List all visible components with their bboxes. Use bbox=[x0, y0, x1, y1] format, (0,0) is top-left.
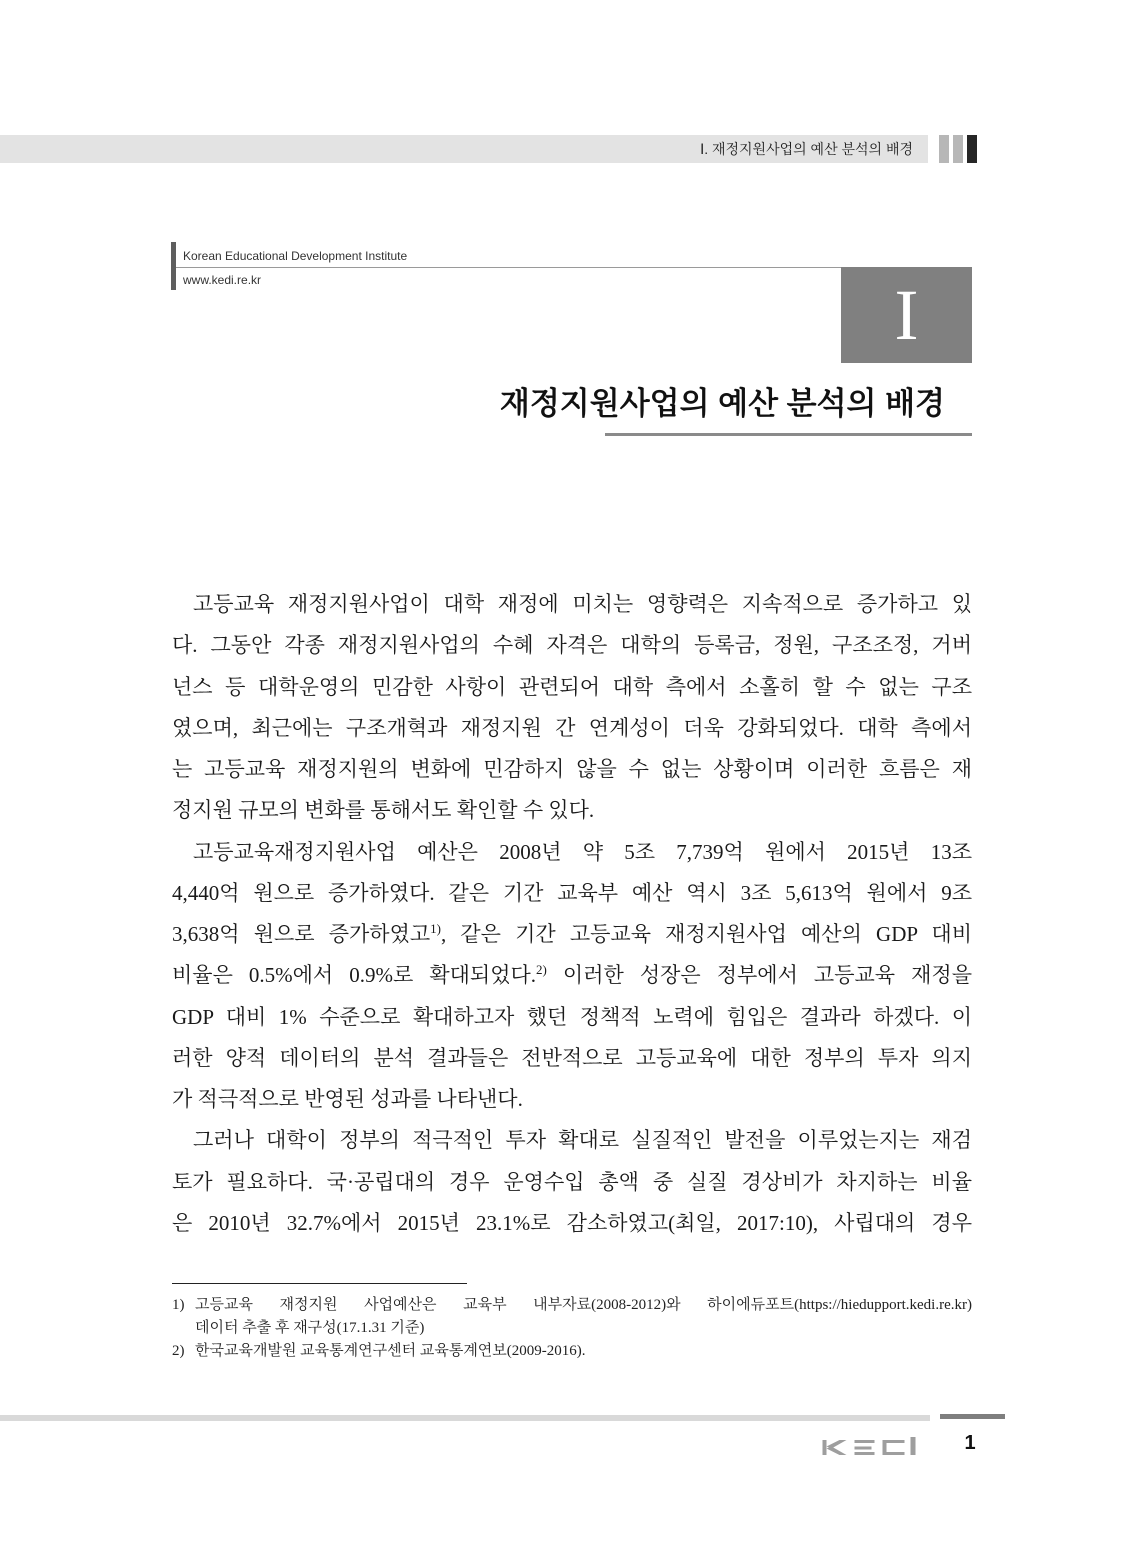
institute-rule bbox=[176, 267, 841, 268]
chapter-numeral: I bbox=[894, 275, 919, 355]
text-line: 고등교육 재정지원사업이 대학 재정에 미치는 영향력은 지속적으로 증가하고 있 bbox=[193, 592, 972, 616]
kedi-logo bbox=[820, 1437, 925, 1457]
footer-rule bbox=[0, 1415, 930, 1421]
footnote-marker: 2) bbox=[172, 1343, 185, 1359]
logo-letter-e bbox=[855, 1440, 875, 1455]
chapter-title-underline bbox=[605, 433, 972, 436]
header-accent-block bbox=[953, 135, 963, 163]
text-line: 4,440억 원으로 증가하였다. 같은 기간 교육부 예산 역시 3조 5,613억 원에서 9조 bbox=[172, 880, 972, 905]
text-line: 그러나 대학이 정부의 적극적인 투자 확대로 실질적인 발전을 이루었는지는 재검 bbox=[193, 1128, 972, 1153]
logo-letter-i bbox=[911, 1437, 916, 1455]
text-line: 은 2010년 32.7%에서 2015년 23.1%로 감소하였고(최일, 2017:10), 사립대의 경우 bbox=[172, 1210, 972, 1235]
footnote-line: 데이터 추출 후 재구성(17.1.31 기준) bbox=[195, 1320, 425, 1336]
header-accent-block bbox=[939, 135, 949, 163]
page-number: 1 bbox=[964, 1432, 976, 1454]
text-line: 러한 양적 데이터의 분석 결과들은 전반적으로 고등교육에 대한 정부의 투자 의지 bbox=[172, 1045, 972, 1070]
text-line: 토가 필요하다. 국·공립대의 경우 운영수입 총액 중 실질 경상비가 차지하는 비율 bbox=[172, 1169, 972, 1194]
institute-name: Korean Educational Development Institute bbox=[183, 249, 408, 263]
footer-accent-rule bbox=[940, 1414, 1005, 1419]
body-text bbox=[172, 584, 972, 1244]
footnote-line: 고등교육 재정지원 사업예산은 교육부 내부자료(2008-2012)와 하이에듀포트(https://hiedupport.kedi.re.kr) bbox=[195, 1297, 972, 1313]
logo-letter-k bbox=[823, 1440, 847, 1455]
text-segment: 이러한 성장은 정부에서 고등교육 재정을 bbox=[546, 963, 972, 988]
logo-letter-d bbox=[883, 1440, 905, 1455]
text-line: 는 고등교육 재정지원의 변화에 민감하지 않을 수 없는 상황이며 이러한 흐름은 재 bbox=[172, 757, 972, 782]
text-line: 고등교육재정지원사업 예산은 2008년 약 5조 7,739억 원에서 2015년 13조 bbox=[193, 839, 972, 864]
text-segment: 3,638억 원으로 증가하였고 bbox=[172, 922, 431, 947]
text-line: 정지원 규모의 변화를 통해서도 확인할 수 있다. bbox=[172, 798, 595, 823]
footnote-marker: 1) bbox=[172, 1297, 185, 1313]
body-paragraph bbox=[172, 584, 972, 832]
footnote-line: 한국교육개발원 교육통계연구센터 교육통계연보(2009-2016). bbox=[195, 1343, 586, 1359]
body-paragraph bbox=[172, 1120, 972, 1244]
text-line: 가 적극적으로 반영된 성과를 나타낸다. bbox=[172, 1087, 523, 1112]
text-line: 다. 그동안 각종 재정지원사업의 수혜 자격은 대학의 등록금, 정원, 구조조정, 거버 bbox=[172, 633, 972, 658]
footnote-ref-2: 2) bbox=[536, 962, 547, 978]
text-line bbox=[172, 914, 972, 955]
text-line: 였으며, 최근에는 구조개혁과 재정지원 간 연계성이 더욱 강화되었다. 대학 측에서 bbox=[172, 715, 972, 740]
header-accent-block-dark bbox=[967, 135, 977, 163]
footnote-ref-1: 1) bbox=[430, 921, 441, 937]
institute-url: www.kedi.re.kr bbox=[183, 273, 262, 287]
running-header-band bbox=[0, 135, 928, 163]
text-segment: 비율은 0.5%에서 0.9%로 확대되었다. bbox=[172, 963, 537, 988]
institute-marker-bar bbox=[171, 242, 176, 290]
chapter-number-box bbox=[841, 267, 972, 363]
text-line: GDP 대비 1% 수준으로 확대하고자 했던 정책적 노력에 힘입은 결과라 하겠다. 이 bbox=[172, 1004, 972, 1029]
body-paragraph bbox=[172, 832, 972, 1121]
text-line: 넌스 등 대학운영의 민감한 사항이 관련되어 대학 측에서 소홀히 할 수 없는 구조 bbox=[172, 674, 972, 699]
footnote-separator bbox=[172, 1283, 467, 1284]
text-line bbox=[172, 955, 972, 996]
text-segment: , 같은 기간 고등교육 재정지원사업 예산의 GDP 대비 bbox=[440, 922, 972, 947]
chapter-title: 재정지원사업의 예산 분석의 배경 bbox=[499, 386, 945, 421]
running-header-title: Ⅰ. 재정지원사업의 예산 분석의 배경 bbox=[700, 141, 913, 157]
